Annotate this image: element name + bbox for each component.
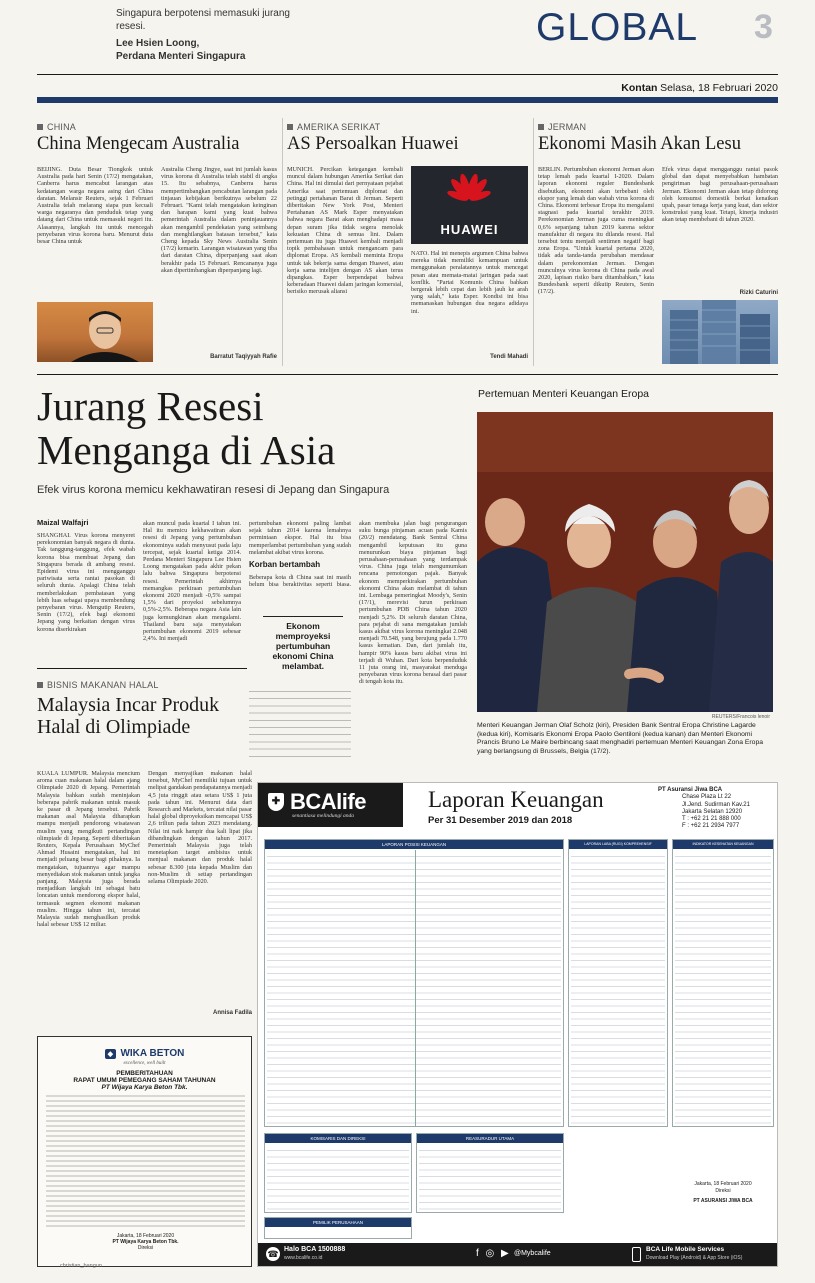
social-handle[interactable]: @Mybcalife: [514, 1250, 551, 1257]
notice-body: [46, 1093, 245, 1229]
bcalife-financial-report: [257, 782, 778, 1267]
column-divider: [282, 118, 283, 366]
main-headline-line2[interactable]: Menganga di Asia: [37, 427, 336, 473]
story-malaysia-halal: [37, 670, 467, 770]
section-title: GLOBAL: [536, 6, 699, 49]
story-china: [37, 112, 277, 368]
ministers-image: [477, 412, 773, 712]
section-label: JERMAN: [538, 122, 778, 132]
main-headline-line1[interactable]: Jurang Resesi: [37, 383, 264, 429]
wika-tagline: excellence, well built: [123, 1061, 166, 1066]
header-divider-thick: [37, 97, 778, 103]
body-col-1: BEIJING. Duta Besar Tiongkok untuk Australia pada hari Senin (17/2) mengatakan, Canberra harus mencabut larangan atas kedatangan warga negara asing dari China daratan. Melansir Reuters, sejak 1 Februari Australia telah melarang siapa pun kecuali warga negaranya dan penduduk tetap yang datang dari China untuk memasuki negeri itu. Alasannya, langkah itu untuk mencegah penyebaran virus korona baru. Menurut duta besar China untuk: [37, 166, 153, 246]
table-financial-health: [672, 839, 774, 1127]
table-rows: [267, 1146, 409, 1210]
section-label: CHINA: [37, 122, 277, 132]
wika-beton-notice: [37, 1036, 252, 1267]
huawei-sign: HUAWEI: [440, 222, 499, 237]
main-body-col-3b-top: Beberapa kota di China saat ini masih belum bisa beraktivitas seperti biasa.: [249, 574, 351, 588]
section-label: BISNIS MAKANAN HALAL: [37, 680, 467, 690]
website-link[interactable]: www.bcalife.co.id: [284, 1255, 323, 1261]
headline[interactable]: China Mengecam Australia: [37, 134, 240, 154]
notice-company: PT Wijaya Karya Beton Tbk.: [101, 1084, 188, 1091]
mobile-app-icon: [632, 1247, 641, 1262]
table-title: LAPORAN LABA (RUGI) KOMPREHENSIF: [569, 840, 667, 849]
app-subtitle: Download Play (Android) & App Store (iOS): [646, 1255, 743, 1261]
author-credit: Tendi Mahadi: [490, 354, 528, 360]
notice-footer-company: PT Wijaya Karya Beton Tbk.: [112, 1239, 179, 1245]
table-rows: [571, 852, 665, 1124]
table-board: [264, 1133, 412, 1213]
notice-footer-role: Direksi: [137, 1245, 154, 1251]
quote-author: Lee Hsien Loong,: [116, 38, 200, 49]
eu-ministers-photo: [477, 412, 773, 712]
section-divider: [37, 374, 778, 375]
masthead: [0, 0, 815, 104]
company-address: PT Asuransi Jiwa BCA Chase Plaza Lt 22 Jl.Jend. Sudirman Kav.21 Jakarta Selatan 12920 T : +62 21 21 888 000 F : +62 21 2934 7977: [658, 787, 776, 831]
headline-line1[interactable]: Malaysia Incar Produk: [37, 694, 220, 716]
page-number: 3: [754, 8, 773, 46]
report-title: Laporan Keuangan: [428, 787, 604, 812]
pull-quote: Ekonom memproyeksi pertumbuhan ekonomi China melambat.: [263, 616, 343, 671]
bcalife-logo-box: [258, 783, 403, 827]
signature-block: [672, 1181, 774, 1205]
table-owners: [264, 1217, 412, 1239]
story-usa: [287, 112, 528, 368]
notice-city-date: Jakarta, 18 Februari 2020: [116, 1233, 175, 1239]
table-rows: [267, 852, 561, 1124]
sign-date: Jakarta, 18 Februari 2020: [694, 1181, 752, 1187]
table-title: PEMILIK PERUSAHAAN: [265, 1218, 411, 1227]
halo-bca-label[interactable]: Halo BCA 1500888: [284, 1246, 346, 1253]
issue-date: Selasa, 18 Februari 2020: [660, 82, 778, 94]
main-body-col-4: akan membuka jalan bagi pengurangan suku bunga pinjaman acuan pada Kamis (20/2) mendatang. Bank Sentral China mengambil keputusan itu guna menurunkan biaya pinjaman bagi perusahaan-perusahaan yang terdampak virus. China juga telah mengumumkan rencana pemotongan pajak. Banyak ekonom memperkirakan pertumbuhan ekonomi China akan melambat di tahun ini. Lembaga pemeringkat Moody's, Senin (17/1), merevisi turun perkiraan pertumbuhan PDB China tahun 2020 menjadi 5,2%. Di seluruh daratan China, para pejabat di sana mengatakan jumlah kasus akibat virus korona meningkat 2.048 menjadi 70.548, yang berujung pada 1.770 kasus kematian. Dan, dari jumlah itu, hampir 90% kasus baru akibat virus ini terjadi di Wuhan. Dari kota berpenduduk 11 juta orang ini, masyarakat menduga penyebaran virus korona berasal dari pasar di tengah kota itu.: [359, 520, 467, 686]
photo-caption: Menteri Keuangan Jerman Olaf Scholz (kiri), Presiden Bank Sentral Eropa Christine Lagarde (kedua kiri), Komisaris Ekonomi Eropa Paolo Gentiloni (kedua kanan) dan Menteri Ekonomi Prancis Bruno Le Maire berbincang saat menghadiri pertemuan Menteri Keuangan Zona Eropa yang berlangsung di Brussels, Belgia (17/2).: [477, 722, 764, 755]
company-name: PT Asuransi Jiwa BCA: [658, 787, 723, 793]
photo-huawei: [411, 166, 528, 244]
watermark: christian_bangun: [60, 1263, 102, 1269]
bcalife-brand: BCAlife: [290, 789, 366, 814]
app-title[interactable]: BCA Life Mobile Services: [646, 1246, 725, 1253]
malaysia-body-col-2: Dengan menyajikan makanan halal tersebut, MyChef memiliki tujuan untuk melipat gandakan pendapatannya menjadi 4,5 juta ringgit atau setara US$ 1 juta pada tahun ini. Menurut data dari Research and Markets, tercatat nilai pasar halal global diproyeksikan mencapai US$ 2,6 triliun pada tahun 2023 mendatang. Nilai ini naik hampir dua kali lipat jika dibandingkan dengan tahun 2017. Pemerintah Malaysia juga telah menetapkan target ambisius untuk menjual makanan dan produk halal sebesar 8.300 juta kepada Muslim dan non-Muslim di setiap pertandingan selama Olimpiade 2020.: [148, 770, 252, 886]
byline: Maizal Walfajri: [37, 518, 89, 527]
report-period: Per 31 Desember 2019 dan 2018: [428, 815, 573, 826]
table-title: KOMISARIS DAN DIREKSI: [265, 1134, 411, 1143]
table-title: INDIKATOR KESEHATAN KEUANGAN: [673, 840, 773, 849]
body-col-2: Australia Cheng Jingye, saat ini jumlah kasus virus korona di Australia telah stabil di angka 15. Itu sebabnya, Canberra harus mempertimbangkan pencabutan larangan pada tinjauan kebijakan berikutnya sebelum 22 Februari. "Kami telah mengatakan keinginan dan harapan kami yang kuat bahwa pemerintah Australia dalam peninjauannya akan mengambil pendekatan yang seimbang dan menghilangkan batasan tersebut," kata Cheng kepada Sky News Australia Senin (17/2) kemarin. Larangan wisatawan yang tiba dari daratan China, diperpanjang saat akan berakhir pada 15 Februari. Rencananya juga akan dipertimbangkan diperpanjang lagi.: [161, 166, 277, 274]
body-col-1: MUNICH. Percikan ketegangan kembali muncul dalam hubungan Amerika Serikat dan China. Hal ini dimulai dari pernyataan pejabat Amerika saat pertemuan diplomat dan petinggi pertahanan Barat di Jerman. Seperti diberitakan New York Post, Menteri Pertahanan AS Mark Esper menyatakan bahwa negara Barat akan menghadapi masa depan suram jika tidak segera menolak kekuatan China di semua lini. Dalam pertemuan itu juga Huawei kembali menjadi topik pembahasan untuk mengancam para diplomat Eropa. AS kembali meminta Eropa untuk tak bekerja sama dengan Huawei, atau kerja sama intelijen dengan AS akan terus dipangkas. Esper berpendapat bahwa keberadaan Huawei dalam jaringan komersial, berisiko merusak aliansi: [287, 166, 403, 296]
story-germany: [538, 112, 778, 368]
author-credit: Annisa Fadila: [212, 1010, 252, 1016]
column-divider: [533, 118, 534, 366]
subhead: Korban bertambah: [249, 560, 321, 569]
table-income-statement: [568, 839, 668, 1127]
author-credit: Rizki Caturini: [739, 290, 778, 296]
body-col-2: NATO. Hal ini menepis argumen China bahwa mereka tidak memiliki kemampuan untuk menggunakan peralatannya untuk mencegat pesan atau memata-matai jaringan pada saat konflik. "Partai Komunis China bahkan bergerak lebih cepat dan lebih jauh ke arah yang salah," kata Esper. Kondisi ini bisa memanaskan hubungan dua negara adidaya ini.: [411, 250, 528, 315]
main-deck: Efek virus korona memicu kekhawatiran resesi di Jepang dan Singapura: [37, 484, 390, 496]
portrait-image: [37, 302, 153, 362]
headline-line2[interactable]: Halal di Olimpiade: [37, 716, 191, 738]
body-col-1: BERLIN. Pertumbuhan ekonomi Jerman akan tetap lemah pada kuartal I-2020. Dalam laporan ekonomi reguler Bundesbank disebutkan, ekonomi akan terbebani oleh ekspor yang lemah dan wabah virus korona di China. Ekonomi terbesar Eropa itu mengalami stagnasi pada kuartal terakhir 2019. Perekonomian Jerman juga cuma meningkat 0,6% sepanjang tahun 2019 karena sektor manufaktur di negara itu dilanda resesi. Hal tersebut tentu menjadi sentimen negatif bagi zona Eropa. "Untuk kuartal pertama 2020, tidak ada tanda-tanda perubahan mendasar dalam perekonomian Jerman. Dengan munculnya virus korona di China pada awal 2020, lapisan risiko baru ditambahkan," kata Bundesbank seperti dikutip Reuters, Senin (17/2).: [538, 166, 654, 296]
header-divider-thin: [37, 74, 778, 75]
table-balance-sheet: [264, 839, 564, 1127]
paper-name: Kontan: [621, 82, 658, 94]
table-rows: [419, 1146, 561, 1210]
body-col-2: Efek virus dapat mengganggu rantai pasok global dan dapat menyebabkan hambatan pengiriman bagi perusahaan-perusahaan Jerman. Ekonomi Jerman akan tetap didorong oleh konsumsi domestik berkat kenaikan upah, pasar tenaga kerja yang kuat, dan sektor konstruksi yang kuat. Tetapi, kinerja industri akan tetap membebani di tahun 2020.: [662, 166, 778, 224]
photo-title: Pertemuan Menteri Keuangan Eropa: [478, 388, 650, 400]
main-body-col-2: akan muncul pada kuartal I tahun ini. Hal itu memicu kekhawatiran akan resesi di Jepang yang pertumbuhan ekonominya sudah menyusut pada laju tercepat, sejak kuartal ketiga 2014. Perdana Menteri Singapura Lee Hsien Loong mengatakan pada akhir pekan lalu bahwa Singapura berpotensi resesi. Pemerintah akhirnya memangkas perkiraan pertumbuhan ekonomi 2020 menjadi -0,5% sampai 1,5% dari proyeksi sebelumnya 0,5%-2,5%. Beberapa negara Asia lain juga kemungkinan akan mengalami. Thailand baru saja menyatakan pertumbuhan ekonomi 2019 sebesar 2,4%. Ini menjadi: [143, 520, 241, 643]
section-label: AMERIKA SERIKAT: [287, 122, 528, 132]
column-divider: [415, 850, 416, 1126]
section-divider: [37, 668, 247, 669]
wika-logo-icon: ◆: [105, 1049, 116, 1059]
table-reinsurers: [416, 1133, 564, 1213]
headline[interactable]: Ekonomi Masih Akan Lesu: [538, 134, 741, 154]
photo-box: [471, 382, 778, 765]
phone-icon: ☎: [267, 1249, 279, 1259]
social-icons: f ◎ ▶: [476, 1248, 511, 1259]
table-title: LAPORAN POSISI KEUANGAN: [265, 840, 563, 849]
malaysia-body-col-1: KUALA LUMPUR. Malaysia mencium aroma cuan makanan halal dalam ajang Olimpiade 2020 di Jepang. Pemerintah Malaysia bahkan sudah meninjakan beberapa pabrik makanan untuk masuk ke pasar di Jepang tersebut. Pabrik makanan asal Malaysia diharapkan mampu menjadi pendorong wisatawan muslim yang mengikuti pertandingan olimpiade di Jepang. Seperti diberitakan Reuters, Kepala Perusahaan MyChef Ahmad Husaini mengatakan, hal ini menjadi peluang besar bagi pihaknya. Ia mengatakan, tujuannya agar mampu menyediakan stok makanan untuk jangka panjang. Malaysia juga berada menjadikan langkah ini sebagai batu loncatan untuk mendorong ekspor halal, termasuk segmen ekonomi makanan muslim. Hingga tahun ini, tercatat Malaysia sudah menghasilkan produk halal sebesar US$ 12 miliar.: [37, 770, 140, 929]
notice-subtitle: RAPAT UMUM PEMEGANG SAHAM TAHUNAN: [73, 1077, 216, 1084]
quote-author-title: Perdana Menteri Singapura: [116, 50, 246, 62]
bcalife-shield-icon: ✚: [268, 793, 284, 811]
notice-title: PEMBERITAHUAN: [116, 1070, 173, 1077]
sign-company: PT ASURANSI JIWA BCA: [693, 1198, 753, 1204]
photo-credit: REUTERS/Francois lenoir: [711, 714, 770, 720]
photo-cheng-jingye: [37, 302, 153, 362]
header-quote: Singapura berpotensi memasuki jurang resesi.: [116, 8, 290, 32]
main-body-col-1: SHANGHAI. Virus korona menyeret perekonomian banyak negara di dunia. Tak tanggung-tanggung, efek wabah korona bisa membuat Jepang dan Singapura berada di ambang resesi. Epidemi virus ini mengganggu pariwisata serta rantai pasokan di seluruh dunia. Apalagi China telah memberlakukan pembatasan yang lebih luas sebagai upaya membendung penyebaran virus. Mengutip Reuters, Senin (17/2), efek bagi ekonomi Jepang yang berkaitan dengan virus korona diserkirakan: [37, 532, 135, 633]
wika-logo: WIKA BETON: [120, 1048, 185, 1059]
headline[interactable]: AS Persoalkan Huawei: [287, 134, 459, 154]
sign-role: Direksi: [715, 1187, 731, 1194]
author-credit: Barratut Taqiyyah Rafie: [210, 354, 277, 360]
table-rows: [675, 852, 771, 1124]
main-body-col-3a: pertumbuhan ekonomi paling lambat sejak tahun 2014 karena lemahnya permintaan ekspor. Hal itu bisa memperlambat pertumbuhan yang sudah melambat akibat virus korona.: [249, 520, 351, 556]
photo-city-buildings: [662, 300, 778, 364]
skyline-image: [662, 300, 778, 364]
ad-footer: [258, 1243, 777, 1266]
bcalife-tagline: senantiasa melindungi anda: [292, 813, 355, 819]
table-title: REASURADUR UTAMA: [417, 1134, 563, 1143]
